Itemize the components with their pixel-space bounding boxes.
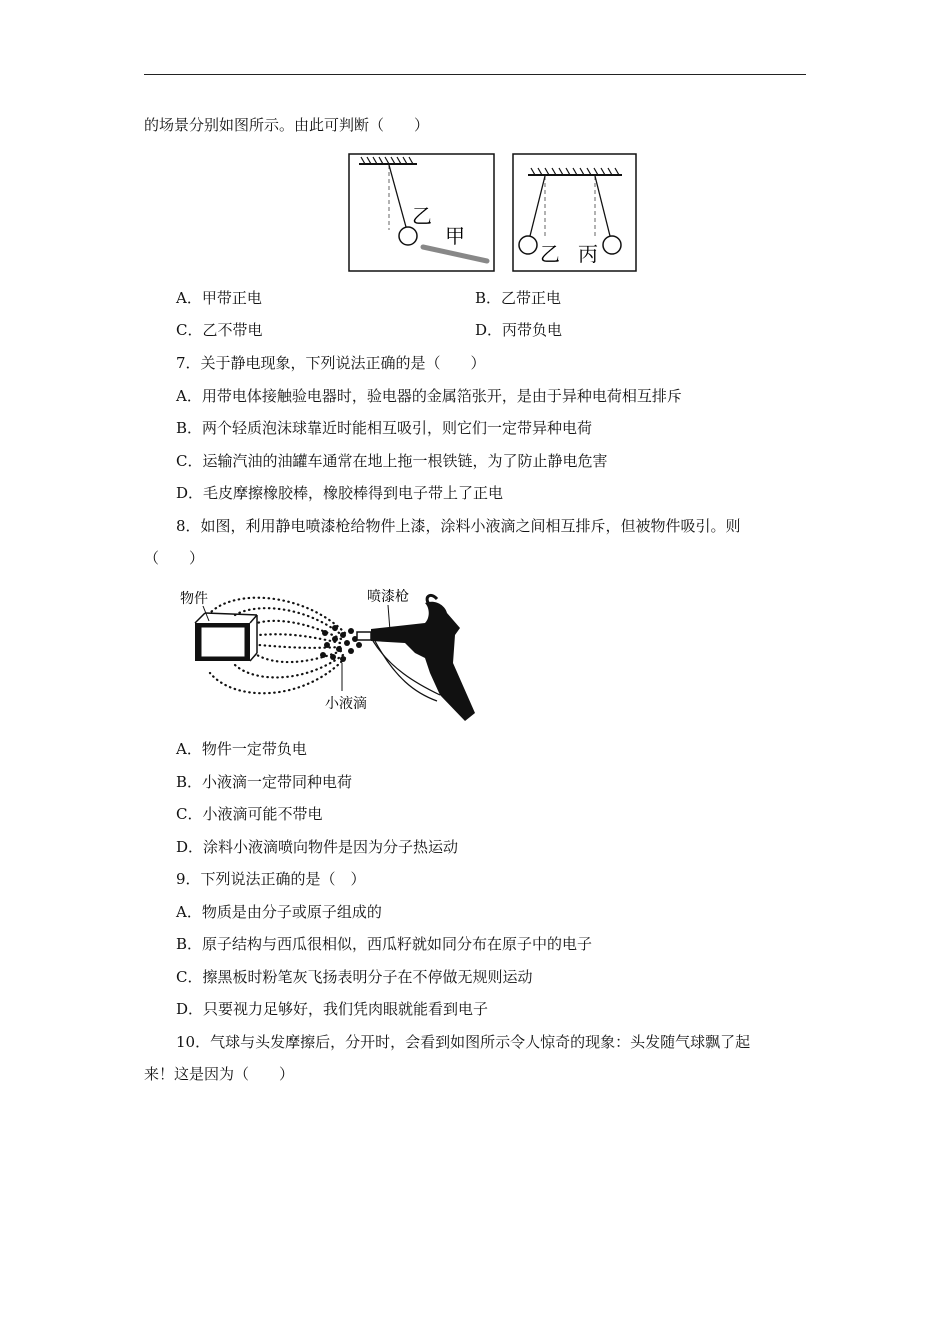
q6-figure [345, 150, 640, 275]
q8-spray-gun-icon [357, 595, 475, 721]
q8-object-icon [195, 613, 257, 661]
q6-option-c: C．乙不带电 [176, 321, 263, 339]
q8-label-object: 物件 [180, 591, 208, 607]
q8-figure [175, 583, 490, 728]
q9-option-d: D．只要视力足够好，我们凭肉眼就能看到电子 [176, 1000, 489, 1018]
q8-option-b: B．小液滴一定带同种电荷 [176, 773, 353, 791]
q9-option-b: B．原子结构与西瓜很相似，西瓜籽就如同分布在原子中的电子 [176, 935, 593, 953]
q8-label-droplets: 小液滴 [325, 696, 367, 712]
q8-option-d: D．涂料小液滴喷向物件是因为分子热运动 [176, 838, 459, 856]
q8-stem-line2: （ ） [144, 549, 205, 567]
q6-option-b: B．乙带正电 [475, 289, 562, 307]
q9-option-a: A．物质是由分子或原子组成的 [176, 903, 382, 921]
q7-option-b: B．两个轻质泡沫球靠近时能相互吸引，则它们一定带异种电荷 [176, 419, 593, 437]
q10-stem-line1: 10．气球与头发摩擦后，分开时，会看到如图所示令人惊奇的现象：头发随气球飘了起 [176, 1033, 751, 1051]
q6-label-yi-right: 乙 [540, 242, 560, 266]
q6-label-yi-left: 乙 [412, 204, 432, 228]
q6-rod-jia [423, 247, 487, 261]
q7-option-a: A．用带电体接触验电器时，验电器的金属箔张开，是由于异种电荷相互排斥 [176, 387, 682, 405]
q6-label-jia: 甲 [445, 224, 465, 248]
q6-option-a: A．甲带正电 [176, 289, 262, 307]
q6-label-bing: 丙 [578, 242, 598, 266]
q6-option-d: D．丙带负电 [475, 321, 563, 339]
q6-ball-yi-left [399, 227, 417, 245]
header-rule [144, 74, 806, 75]
q8-label-gun: 喷漆枪 [367, 589, 409, 605]
q7-stem: 7．关于静电现象，下列说法正确的是（ ） [176, 354, 486, 372]
q9-option-c: C．擦黑板时粉笔灰飞扬表明分子在不停做无规则运动 [176, 968, 533, 986]
q7-option-d: D．毛皮摩擦橡胶棒，橡胶棒得到电子带上了正电 [176, 484, 504, 502]
q6-ball-yi-right [519, 236, 537, 254]
q7-option-c: C．运输汽油的油罐车通常在地上拖一根铁链，为了防止静电危害 [176, 452, 608, 470]
q10-stem-line2: 来！这是因为（ ） [144, 1065, 295, 1083]
q8-option-a: A．物件一定带负电 [176, 740, 307, 758]
q9-stem: 9．下列说法正确的是（ ） [176, 870, 366, 888]
q8-stem-line1: 8．如图，利用静电喷漆枪给物件上漆，涂料小液滴之间相互排斥，但被物件吸引。则 [176, 517, 741, 535]
q8-option-c: C．小液滴可能不带电 [176, 805, 323, 823]
q6-ball-bing [603, 236, 621, 254]
q6-stem: 的场景分别如图所示。由此可判断（ ） [144, 116, 430, 134]
